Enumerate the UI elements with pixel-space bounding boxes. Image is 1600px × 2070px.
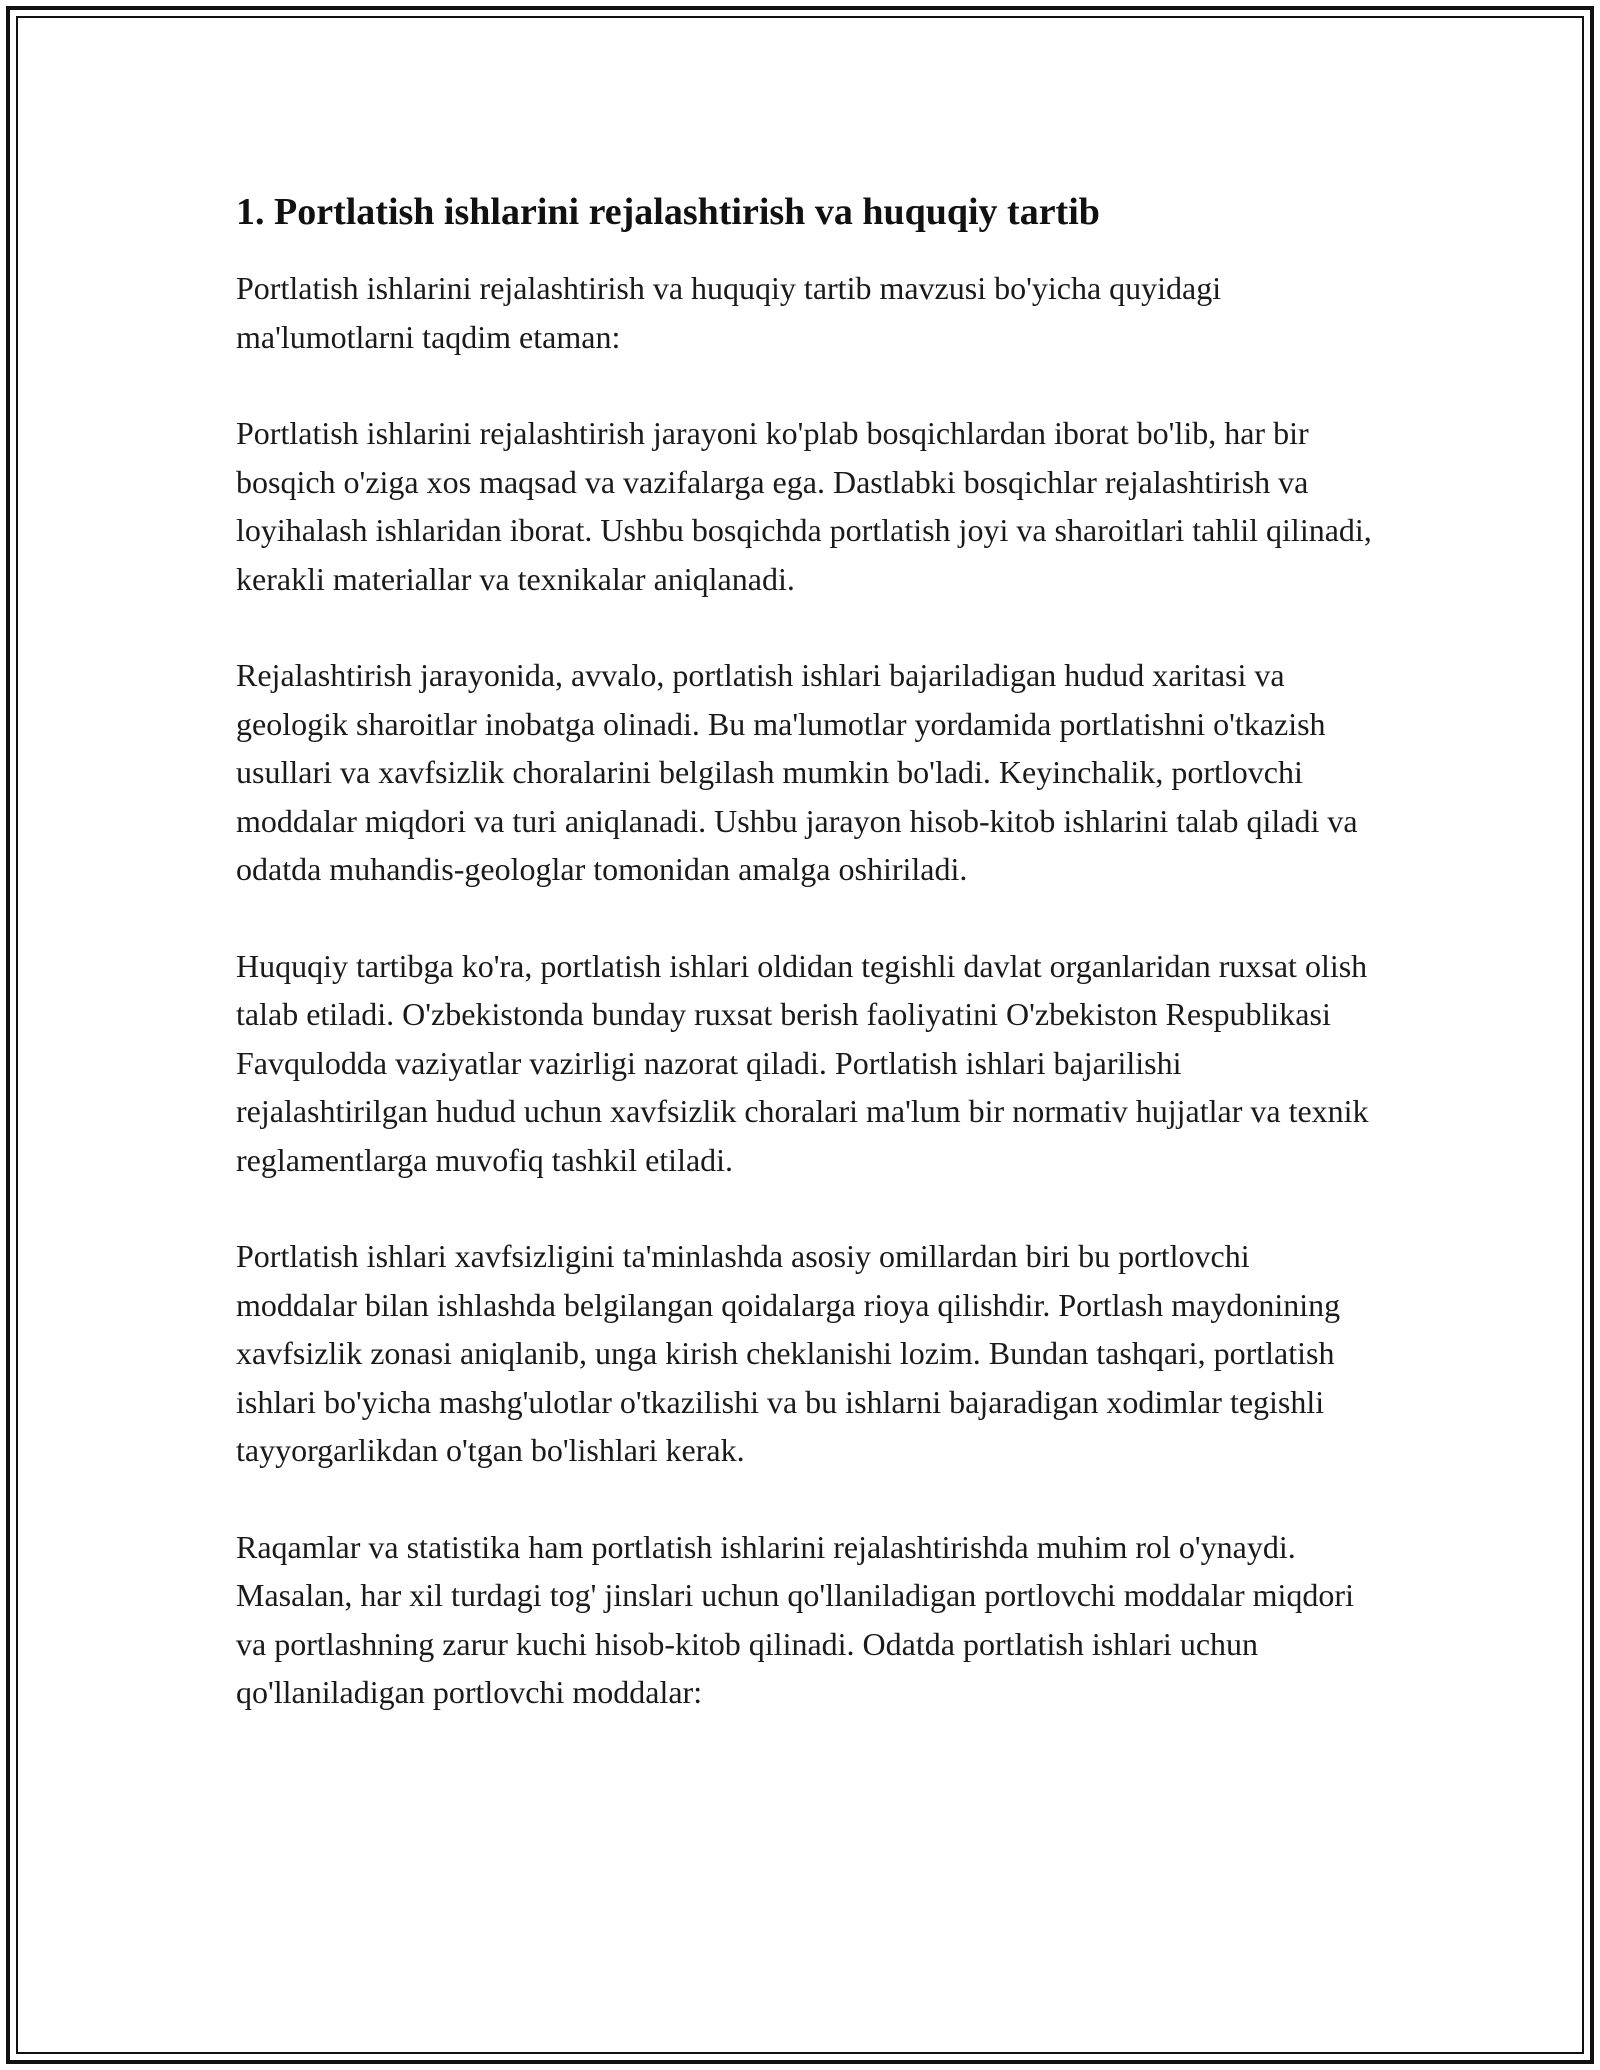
paragraph-statistics: Raqamlar va statistika ham portlatish ishlarini rejalashtirishda muhim rol o'ynaydi. Masalan, har xil turdagi tog' jinslari uchun qo'llaniladigan portlovchi moddalar miqdori va portlashning zarur kuchi hisob-kitob qilinadi. Odatda portlatish ishlari uchun qo'llaniladigan portlovchi moddalar:	[236, 1528, 1354, 1710]
paragraph-planning-process: Rejalashtirish jarayonida, avvalo, portlatish ishlari bajariladigan hudud xaritasi va geologik sharoitlar inobatga olinadi. Bu ma'lumotlar yordamida portlatishni o'tkazish usullari va xavfsizlik choralarini belgilash mumkin bo'ladi. Keyinchalik, portlovchi moddalar miqdori va turi aniqlanadi. Ushbu jarayon hisob-kitob ishlarini talab qiladi va odatda muhandis-geologlar tomonidan amalga oshiriladi.	[236, 657, 1358, 887]
section-title: 1. Portlatish ishlarini rejalashtirish va huquqiy tartib	[236, 191, 1100, 233]
document-body	[236, 188, 1376, 1765]
paragraph-intro: Portlatish ishlarini rejalashtirish va huquqiy tartib mavzusi bo'yicha quyidagi ma'lumotlarni taqdim etaman:	[236, 270, 1222, 355]
paragraph-legal-order: Huquqiy tartibga ko'ra, portlatish ishlari oldidan tegishli davlat organlaridan ruxsat olish talab etiladi. O'zbekistonda bunday ruxsat berish faoliyatini O'zbekiston Respublikasi Favqulodda vaziyatlar vazirligi nazorat qiladi. Portlatish ishlari bajarilishi rejalashtirilgan hudud uchun xavfsizlik choralari ma'lum bir normativ hujjatlar va texnik reglamentlarga muvofiq tashkil etiladi.	[236, 947, 1369, 1178]
paragraph-planning-stages: Portlatish ishlarini rejalashtirish jarayoni ko'plab bosqichlardan iborat bo'lib, har bir bosqich o'ziga xos maqsad va vazifalarga ega. Dastlabki bosqichlar rejalashtirish va loyihalash ishlaridan iborat. Ushbu bosqichda portlatish joyi va sharoitlari tahlil qilinadi, kerakli materiallar va texnikalar aniqlanadi.	[236, 415, 1372, 597]
paragraph-safety: Portlatish ishlari xavfsizligini ta'minlashda asosiy omillardan biri bu portlovchi moddalar bilan ishlashda belgilangan qoidalarga rioya qilishdir. Portlash maydonining xavfsizlik zonasi aniqlanib, unga kirish cheklanishi lozim. Bundan tashqari, portlatish ishlari bo'yicha mashg'ulotlar o'tkazilishi va bu ishlarni bajaradigan xodimlar tegishli tayyorgarlikdan o'tgan bo'lishlari kerak.	[236, 1238, 1341, 1468]
